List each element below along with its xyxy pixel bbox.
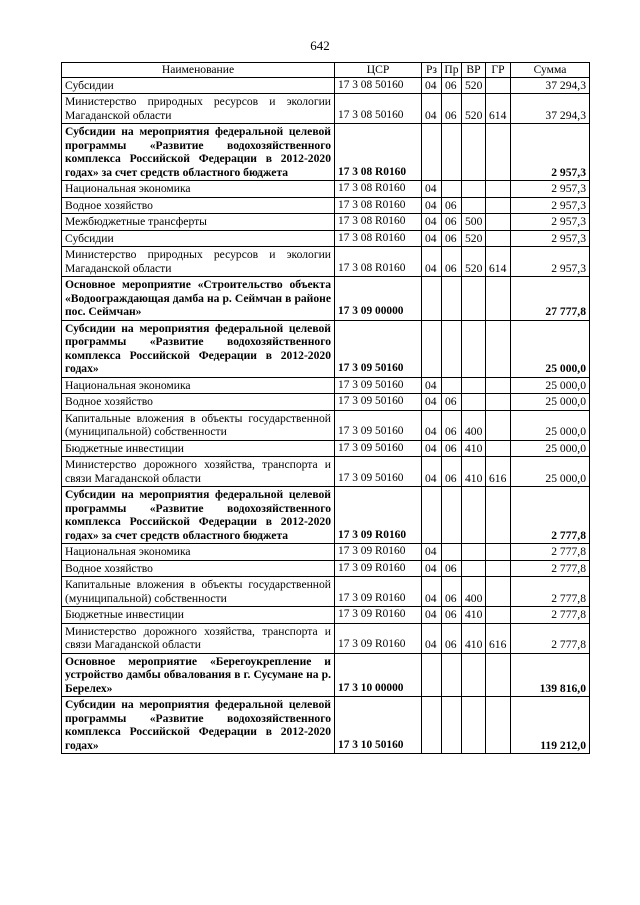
cell-rz: 04 [422,544,442,561]
cell-gr [486,697,511,754]
cell-name: Водное хозяйство [62,560,335,577]
cell-vr [462,487,486,544]
cell-pr [442,277,462,321]
cell-pr: 06 [442,623,462,653]
cell-sum: 25 000,0 [511,320,590,377]
cell-csr: 17 3 09 R0160 [335,560,422,577]
cell-sum: 2 777,8 [511,560,590,577]
cell-gr [486,214,511,231]
cell-gr: 616 [486,457,511,487]
cell-csr: 17 3 09 50160 [335,394,422,411]
cell-rz: 04 [422,181,442,198]
cell-sum: 25 000,0 [511,457,590,487]
cell-csr: 17 3 08 R0160 [335,197,422,214]
cell-sum: 2 957,3 [511,181,590,198]
table-row [62,377,590,394]
cell-rz [422,653,442,697]
table-row [62,181,590,198]
cell-gr [486,377,511,394]
cell-gr [486,181,511,198]
table-row [62,487,590,544]
cell-name: Национальная экономика [62,544,335,561]
cell-vr [462,394,486,411]
header-name: Наименование [62,63,335,78]
cell-pr: 06 [442,247,462,277]
cell-sum: 25 000,0 [511,377,590,394]
table-row [62,410,590,440]
cell-name: Межбюджетные трансферты [62,214,335,231]
cell-name: Национальная экономика [62,377,335,394]
cell-rz: 04 [422,394,442,411]
cell-gr [486,230,511,247]
cell-csr: 17 3 09 R0160 [335,607,422,624]
cell-sum: 37 294,3 [511,94,590,124]
cell-pr: 06 [442,77,462,94]
cell-rz: 04 [422,247,442,277]
cell-csr: 17 3 09 R0160 [335,623,422,653]
cell-rz [422,277,442,321]
cell-csr: 17 3 08 R0160 [335,124,422,181]
cell-name: Основное мероприятие «Строительство объекта «Водоограждающая дамба на р. Сеймчан в районе пос. Сеймчан» [62,277,335,321]
cell-pr [442,181,462,198]
cell-vr: 520 [462,247,486,277]
cell-gr [486,277,511,321]
cell-rz: 04 [422,607,442,624]
cell-vr [462,124,486,181]
cell-pr: 06 [442,577,462,607]
cell-pr [442,124,462,181]
cell-name: Водное хозяйство [62,197,335,214]
cell-pr [442,320,462,377]
cell-pr: 06 [442,457,462,487]
cell-name: Бюджетные инвестиции [62,440,335,457]
cell-name: Субсидии на мероприятия федеральной целевой программы «Развитие водохозяйственного комплекса Российской Федерации в 2012-2020 годах» за счет средств областного бюджета [62,124,335,181]
table-row [62,320,590,377]
table-row [62,607,590,624]
cell-name: Субсидии на мероприятия федеральной целевой программы «Развитие водохозяйственного комплекса Российской Федерации в 2012-2020 годах» [62,697,335,754]
cell-sum: 2 777,8 [511,607,590,624]
cell-pr: 06 [442,394,462,411]
cell-rz: 04 [422,457,442,487]
cell-gr [486,544,511,561]
cell-sum: 2 957,3 [511,197,590,214]
table-body [62,77,590,754]
header-csr: ЦСР [335,63,422,78]
header-pr: Пр [442,63,462,78]
cell-rz: 04 [422,440,442,457]
cell-vr: 410 [462,457,486,487]
cell-rz: 04 [422,577,442,607]
cell-csr: 17 3 09 50160 [335,320,422,377]
cell-sum: 2 777,8 [511,577,590,607]
cell-gr [486,410,511,440]
cell-sum: 2 777,8 [511,623,590,653]
cell-rz: 04 [422,410,442,440]
table-row [62,560,590,577]
cell-gr: 614 [486,94,511,124]
table-row [62,214,590,231]
cell-pr: 06 [442,197,462,214]
cell-rz [422,124,442,181]
cell-sum: 27 777,8 [511,277,590,321]
cell-vr [462,320,486,377]
cell-gr: 614 [486,247,511,277]
page-number: 642 [310,38,330,53]
cell-pr: 06 [442,230,462,247]
cell-gr [486,653,511,697]
cell-pr [442,653,462,697]
cell-vr: 400 [462,577,486,607]
cell-vr [462,544,486,561]
cell-gr [486,607,511,624]
table-row [62,440,590,457]
cell-sum: 2 957,3 [511,230,590,247]
cell-pr [442,544,462,561]
cell-sum: 37 294,3 [511,77,590,94]
cell-pr: 06 [442,607,462,624]
cell-name: Министерство дорожного хозяйства, транспорта и связи Магаданской области [62,457,335,487]
cell-gr [486,197,511,214]
cell-pr [442,487,462,544]
table-row [62,697,590,754]
cell-csr: 17 3 08 50160 [335,94,422,124]
cell-rz [422,697,442,754]
cell-name: Капитальные вложения в объекты государственной (муниципальной) собственности [62,577,335,607]
cell-name: Министерство природных ресурсов и экологии Магаданской области [62,247,335,277]
cell-name: Субсидии на мероприятия федеральной целевой программы «Развитие водохозяйственного комплекса Российской Федерации в 2012-2020 годах» [62,320,335,377]
cell-rz: 04 [422,77,442,94]
cell-gr [486,560,511,577]
cell-sum: 25 000,0 [511,410,590,440]
cell-name: Бюджетные инвестиции [62,607,335,624]
table-row [62,623,590,653]
table-row [62,457,590,487]
cell-sum: 2 777,8 [511,487,590,544]
cell-vr [462,560,486,577]
cell-gr [486,394,511,411]
cell-csr: 17 3 09 R0160 [335,544,422,561]
cell-pr: 06 [442,560,462,577]
cell-csr: 17 3 09 R0160 [335,577,422,607]
cell-vr: 400 [462,410,486,440]
header-rz: Рз [422,63,442,78]
table-row [62,394,590,411]
table-row [62,94,590,124]
table-row [62,124,590,181]
cell-vr: 410 [462,623,486,653]
cell-csr: 17 3 08 R0160 [335,181,422,198]
cell-vr: 520 [462,77,486,94]
header-sum: Сумма [511,63,590,78]
budget-table [61,62,590,754]
header-vr: ВР [462,63,486,78]
cell-pr: 06 [442,214,462,231]
cell-vr: 410 [462,440,486,457]
cell-pr: 06 [442,440,462,457]
cell-gr [486,440,511,457]
table-row [62,653,590,697]
cell-gr: 616 [486,623,511,653]
cell-sum: 2 957,3 [511,214,590,231]
cell-gr [486,124,511,181]
cell-gr [486,77,511,94]
cell-sum: 2 957,3 [511,247,590,277]
cell-rz: 04 [422,94,442,124]
header-gr: ГР [486,63,511,78]
cell-csr: 17 3 10 00000 [335,653,422,697]
cell-csr: 17 3 08 R0160 [335,214,422,231]
cell-rz: 04 [422,377,442,394]
cell-vr: 520 [462,94,486,124]
cell-csr: 17 3 09 50160 [335,457,422,487]
table-row [62,544,590,561]
cell-vr [462,697,486,754]
cell-csr: 17 3 09 R0160 [335,487,422,544]
table-row [62,577,590,607]
cell-rz: 04 [422,214,442,231]
cell-csr: 17 3 08 R0160 [335,230,422,247]
cell-vr: 520 [462,230,486,247]
cell-name: Национальная экономика [62,181,335,198]
cell-name: Субсидии [62,230,335,247]
cell-gr [486,487,511,544]
cell-name: Водное хозяйство [62,394,335,411]
cell-csr: 17 3 09 50160 [335,440,422,457]
cell-csr: 17 3 09 50160 [335,410,422,440]
cell-gr [486,577,511,607]
cell-sum: 25 000,0 [511,394,590,411]
cell-name: Основное мероприятие «Берегоукрепление и устройство дамбы обвалования в г. Сусумане на р. Берелех» [62,653,335,697]
cell-vr: 500 [462,214,486,231]
table-row [62,247,590,277]
cell-rz: 04 [422,230,442,247]
table-row [62,77,590,94]
cell-vr [462,277,486,321]
cell-name: Субсидии на мероприятия федеральной целевой программы «Развитие водохозяйственного комплекса Российской Федерации в 2012-2020 годах» за счет средств областного бюджета [62,487,335,544]
cell-csr: 17 3 08 R0160 [335,247,422,277]
cell-sum: 2 777,8 [511,544,590,561]
cell-pr: 06 [442,410,462,440]
cell-vr: 410 [462,607,486,624]
cell-rz: 04 [422,623,442,653]
table-row [62,230,590,247]
cell-vr [462,653,486,697]
cell-sum: 25 000,0 [511,440,590,457]
cell-rz [422,320,442,377]
cell-vr [462,197,486,214]
cell-name: Министерство дорожного хозяйства, транспорта и связи Магаданской области [62,623,335,653]
cell-pr: 06 [442,94,462,124]
cell-pr [442,377,462,394]
cell-name: Капитальные вложения в объекты государственной (муниципальной) собственности [62,410,335,440]
cell-rz: 04 [422,560,442,577]
cell-rz: 04 [422,197,442,214]
cell-vr [462,181,486,198]
cell-sum: 2 957,3 [511,124,590,181]
table-row [62,197,590,214]
cell-vr [462,377,486,394]
cell-csr: 17 3 08 50160 [335,77,422,94]
cell-pr [442,697,462,754]
cell-rz [422,487,442,544]
cell-sum: 139 816,0 [511,653,590,697]
cell-csr: 17 3 09 50160 [335,377,422,394]
cell-name: Субсидии [62,77,335,94]
cell-csr: 17 3 10 50160 [335,697,422,754]
cell-gr [486,320,511,377]
cell-csr: 17 3 09 00000 [335,277,422,321]
cell-sum: 119 212,0 [511,697,590,754]
header-row [62,63,590,78]
cell-name: Министерство природных ресурсов и экологии Магаданской области [62,94,335,124]
table-row [62,277,590,321]
